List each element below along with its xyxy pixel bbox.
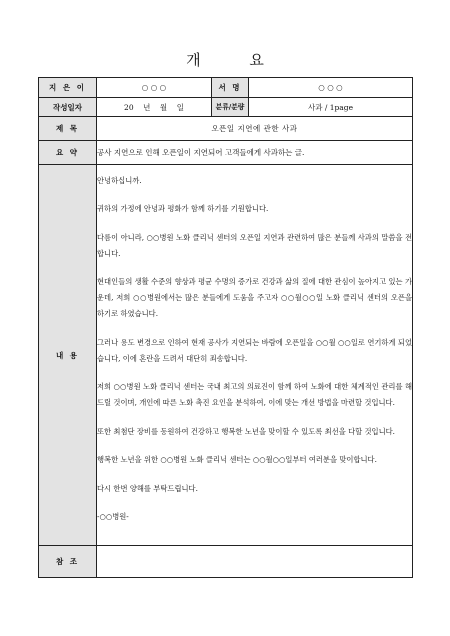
signature-label: 서 명	[212, 78, 249, 98]
signature-value: ○ ○ ○	[249, 78, 413, 98]
reference-value	[97, 546, 413, 578]
date-row	[39, 98, 413, 117]
summary-row	[39, 141, 413, 165]
overview-form-table	[38, 77, 413, 578]
summary-label: 요 약	[39, 141, 97, 165]
category-label: 분류/분량	[212, 98, 249, 117]
content-paragraph: 안녕하십니까.	[97, 175, 142, 185]
author-label: 지 은 이	[39, 78, 97, 98]
subject-label: 제 목	[39, 117, 97, 141]
content-paragraph: 또한 최첨단 장비를 동원하여 건강하고 행복한 노년을 맞이할 수 있도록 최선을 다할 것입니다.	[97, 426, 396, 436]
subject-row	[39, 117, 413, 141]
written-date-label: 작성일자	[39, 98, 97, 117]
content-paragraph: 귀하의 가정에 안녕과 평화가 함께 하기를 기원합니다.	[97, 204, 269, 213]
written-date-value: 20 년 월 일	[97, 98, 212, 117]
content-paragraph: 다시 한번 양해를 부탁드립니다.	[97, 483, 198, 493]
author-row	[39, 78, 413, 98]
category-value: 사과 / 1page	[249, 98, 413, 117]
page-title: 개 요	[186, 51, 286, 69]
content-body	[97, 165, 413, 546]
author-value: ○ ○ ○	[97, 78, 212, 98]
reference-label: 참 조	[39, 546, 97, 578]
subject-value: 오픈일 지연에 관한 사과	[97, 117, 413, 141]
content-row	[39, 165, 413, 546]
content-paragraph: 저희 ○○병원 노화 클리닉 센터는 국내 최고의 의료진이 함께 하여 노화에 대한 체계적인 관리를 해드릴 것이며, 개인에 따른 노화 촉진 요인을 분석하여, 이에 맞는 개선 방법을 마련할 것입니다.	[97, 382, 412, 407]
content-paragraph: -○○병원-	[97, 512, 129, 521]
content-paragraph: 그러나 용도 변경으로 인하여 현재 공사가 지연되는 바람에 오픈일을 ○○월 ○○일로 연기하게 되었습니다, 이에 혼란을 드려서 대단히 죄송합니다.	[97, 337, 412, 363]
content-paragraph: 현대인들의 생활 수준의 향상과 평균 수명의 증가로 건강과 삶의 질에 대한 관심이 높아지고 있는 가운데, 저희 ○○병원에서는 많은 분들에게 도움을 주고자 ○○월○○일 노화 클리닉 센터의 오픈을 하기로 하였습니다.	[97, 277, 412, 318]
content-paragraph: 다름이 아니라, ○○병원 노화 클리닉 센터의 오픈일 지연과 관련하여 많은 분들께 사과의 말씀을 전합니다.	[97, 232, 412, 258]
content-label: 내 용	[39, 165, 97, 546]
summary-value: 공사 지연으로 인해 오픈일이 지연되어 고객들에게 사과하는 글.	[97, 141, 413, 165]
content-paragraph: 행복한 노년을 위한 ○○병원 노화 클리닉 센터는 ○○월○○일부터 여러분을 맞이합니다.	[97, 455, 377, 464]
reference-row	[39, 546, 413, 578]
